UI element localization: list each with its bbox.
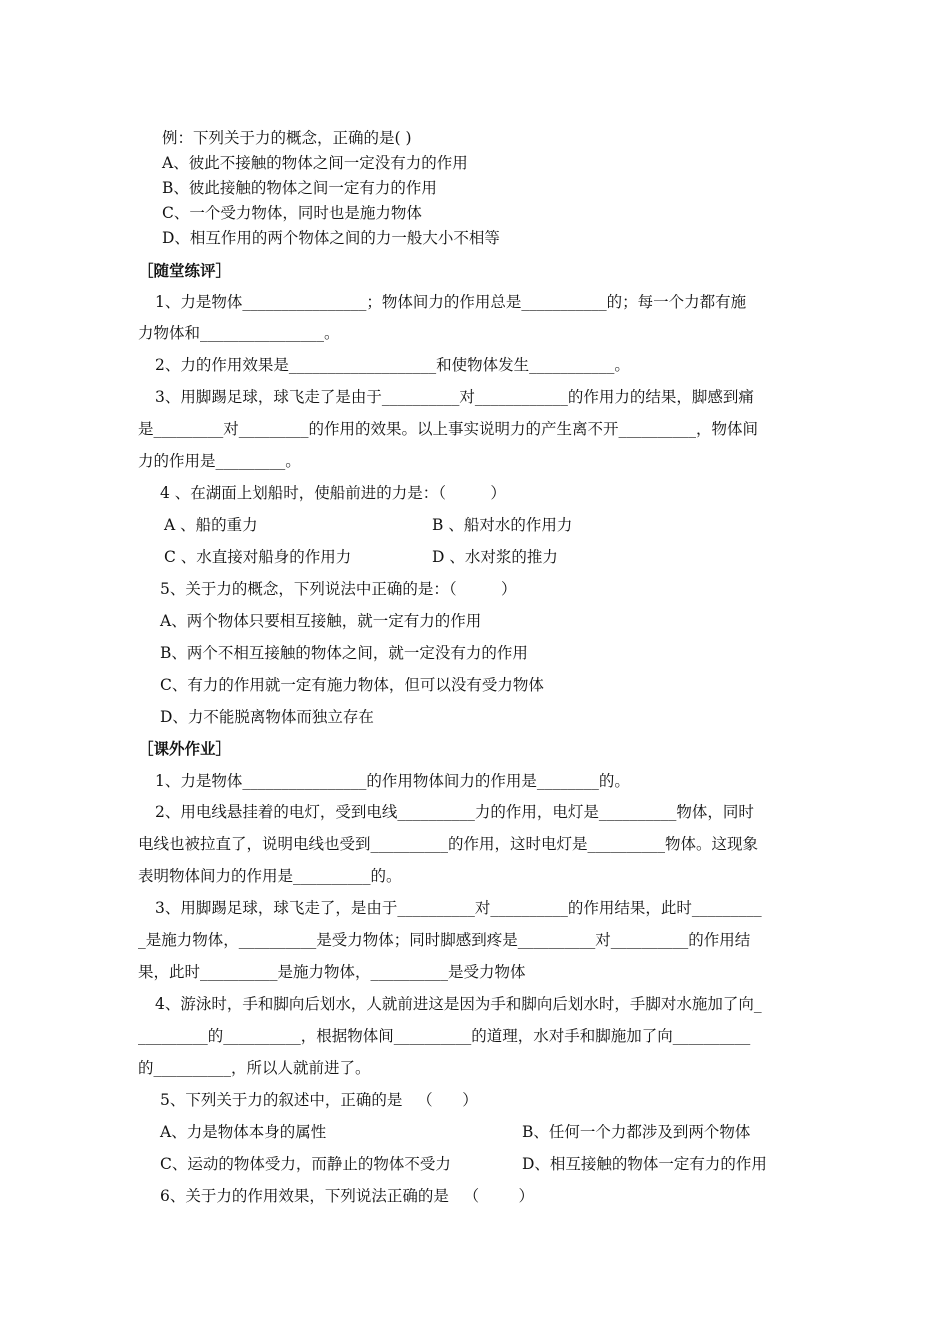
q5-option-c: C、有力的作用就一定有施力物体，但可以没有受力物体 [160,676,544,694]
section-heading-homework: ［课外作业］ [138,740,232,758]
homework-line: 2、用电线悬挂着的电灯，受到电线__________力的作用，电灯是__________物体，同时 [155,803,754,821]
homework-line: _是施力物体，__________是受力物体；同时脚感到疼是__________对__________的作用结 [138,931,751,949]
homework-line: 表明物体间力的作用是__________的。 [138,867,402,885]
homework-line: 电线也被拉直了，说明电线也受到__________的作用，这时电灯是__________物体。这现象 [138,835,759,853]
example-option-d: D、相互作用的两个物体之间的力一般大小不相等 [162,229,500,247]
hw-q5-option-b: B、任何一个力都涉及到两个物体 [522,1123,751,1141]
practice-line: 3、用脚踢足球，球飞走了是由于__________对____________的作用力的结果，脚感到痛 [155,388,754,406]
example-option-a: A、彼此不接触的物体之间一定没有力的作用 [162,154,468,172]
q4-option-b: B 、船对水的作用力 [432,516,573,534]
hw-q5-option-c: C、运动的物体受力，而静止的物体不受力 [160,1155,451,1173]
practice-line: 力物体和________________。 [138,324,340,342]
homework-line: 1、力是物体________________的作用物体间力的作用是________的。 [155,772,630,790]
practice-line: 2、力的作用效果是___________________和使物体发生___________。 [155,356,630,374]
example-option-c: C、一个受力物体，同时也是施力物体 [162,204,422,222]
homework-line: 3、用脚踢足球，球飞走了，是由于__________对__________的作用结果，此时_________ [155,899,762,917]
q5-option-d: D、力不能脱离物体而独立存在 [160,708,374,726]
homework-q5: 5、下列关于力的叙述中，正确的是 （ ） [160,1091,478,1109]
hw-q5-option-a: A、力是物体本身的属性 [160,1123,327,1141]
practice-line: 力的作用是_________。 [138,452,301,470]
q5-option-a: A、两个物体只要相互接触，就一定有力的作用 [160,612,482,630]
section-heading-practice: ［随堂练评］ [138,262,232,280]
practice-q4: 4 、在湖面上划船时，使船前进的力是：（ ） [160,484,506,502]
homework-line: 4、游泳时，手和脚向后划水，人就前进这是因为手和脚向后划水时，手脚对水施加了向_ [155,995,762,1013]
homework-line: 果，此时__________是施力物体，__________是受力物体 [138,963,526,981]
homework-line: _________的__________，根据物体间__________的道理，水对手和脚施加了向__________ [138,1027,751,1045]
practice-line: 是_________对_________的作用的效果。以上事实说明力的产生离不开__________，物体间 [138,420,759,438]
homework-line: 的__________，所以人就前进了。 [138,1059,371,1077]
q4-option-a: A 、船的重力 [164,516,258,534]
q5-option-b: B、两个不相互接触的物体之间，就一定没有力的作用 [160,644,528,662]
q4-option-d: D 、水对浆的推力 [432,548,558,566]
homework-q6: 6、关于力的作用效果，下列说法正确的是 （ ） [160,1187,535,1205]
practice-line: 1、力是物体________________；物体间力的作用总是___________的；每一个力都有施 [155,293,747,311]
hw-q5-option-d: D、相互接触的物体一定有力的作用 [522,1155,767,1173]
q4-option-c: C 、水直接对船身的作用力 [164,548,352,566]
example-option-b: B、彼此接触的物体之间一定有力的作用 [162,179,437,197]
practice-q5: 5、关于力的概念，下列说法中正确的是：（ ） [160,580,517,598]
example-question: 例：下列关于力的概念，正确的是( ) [162,129,412,147]
